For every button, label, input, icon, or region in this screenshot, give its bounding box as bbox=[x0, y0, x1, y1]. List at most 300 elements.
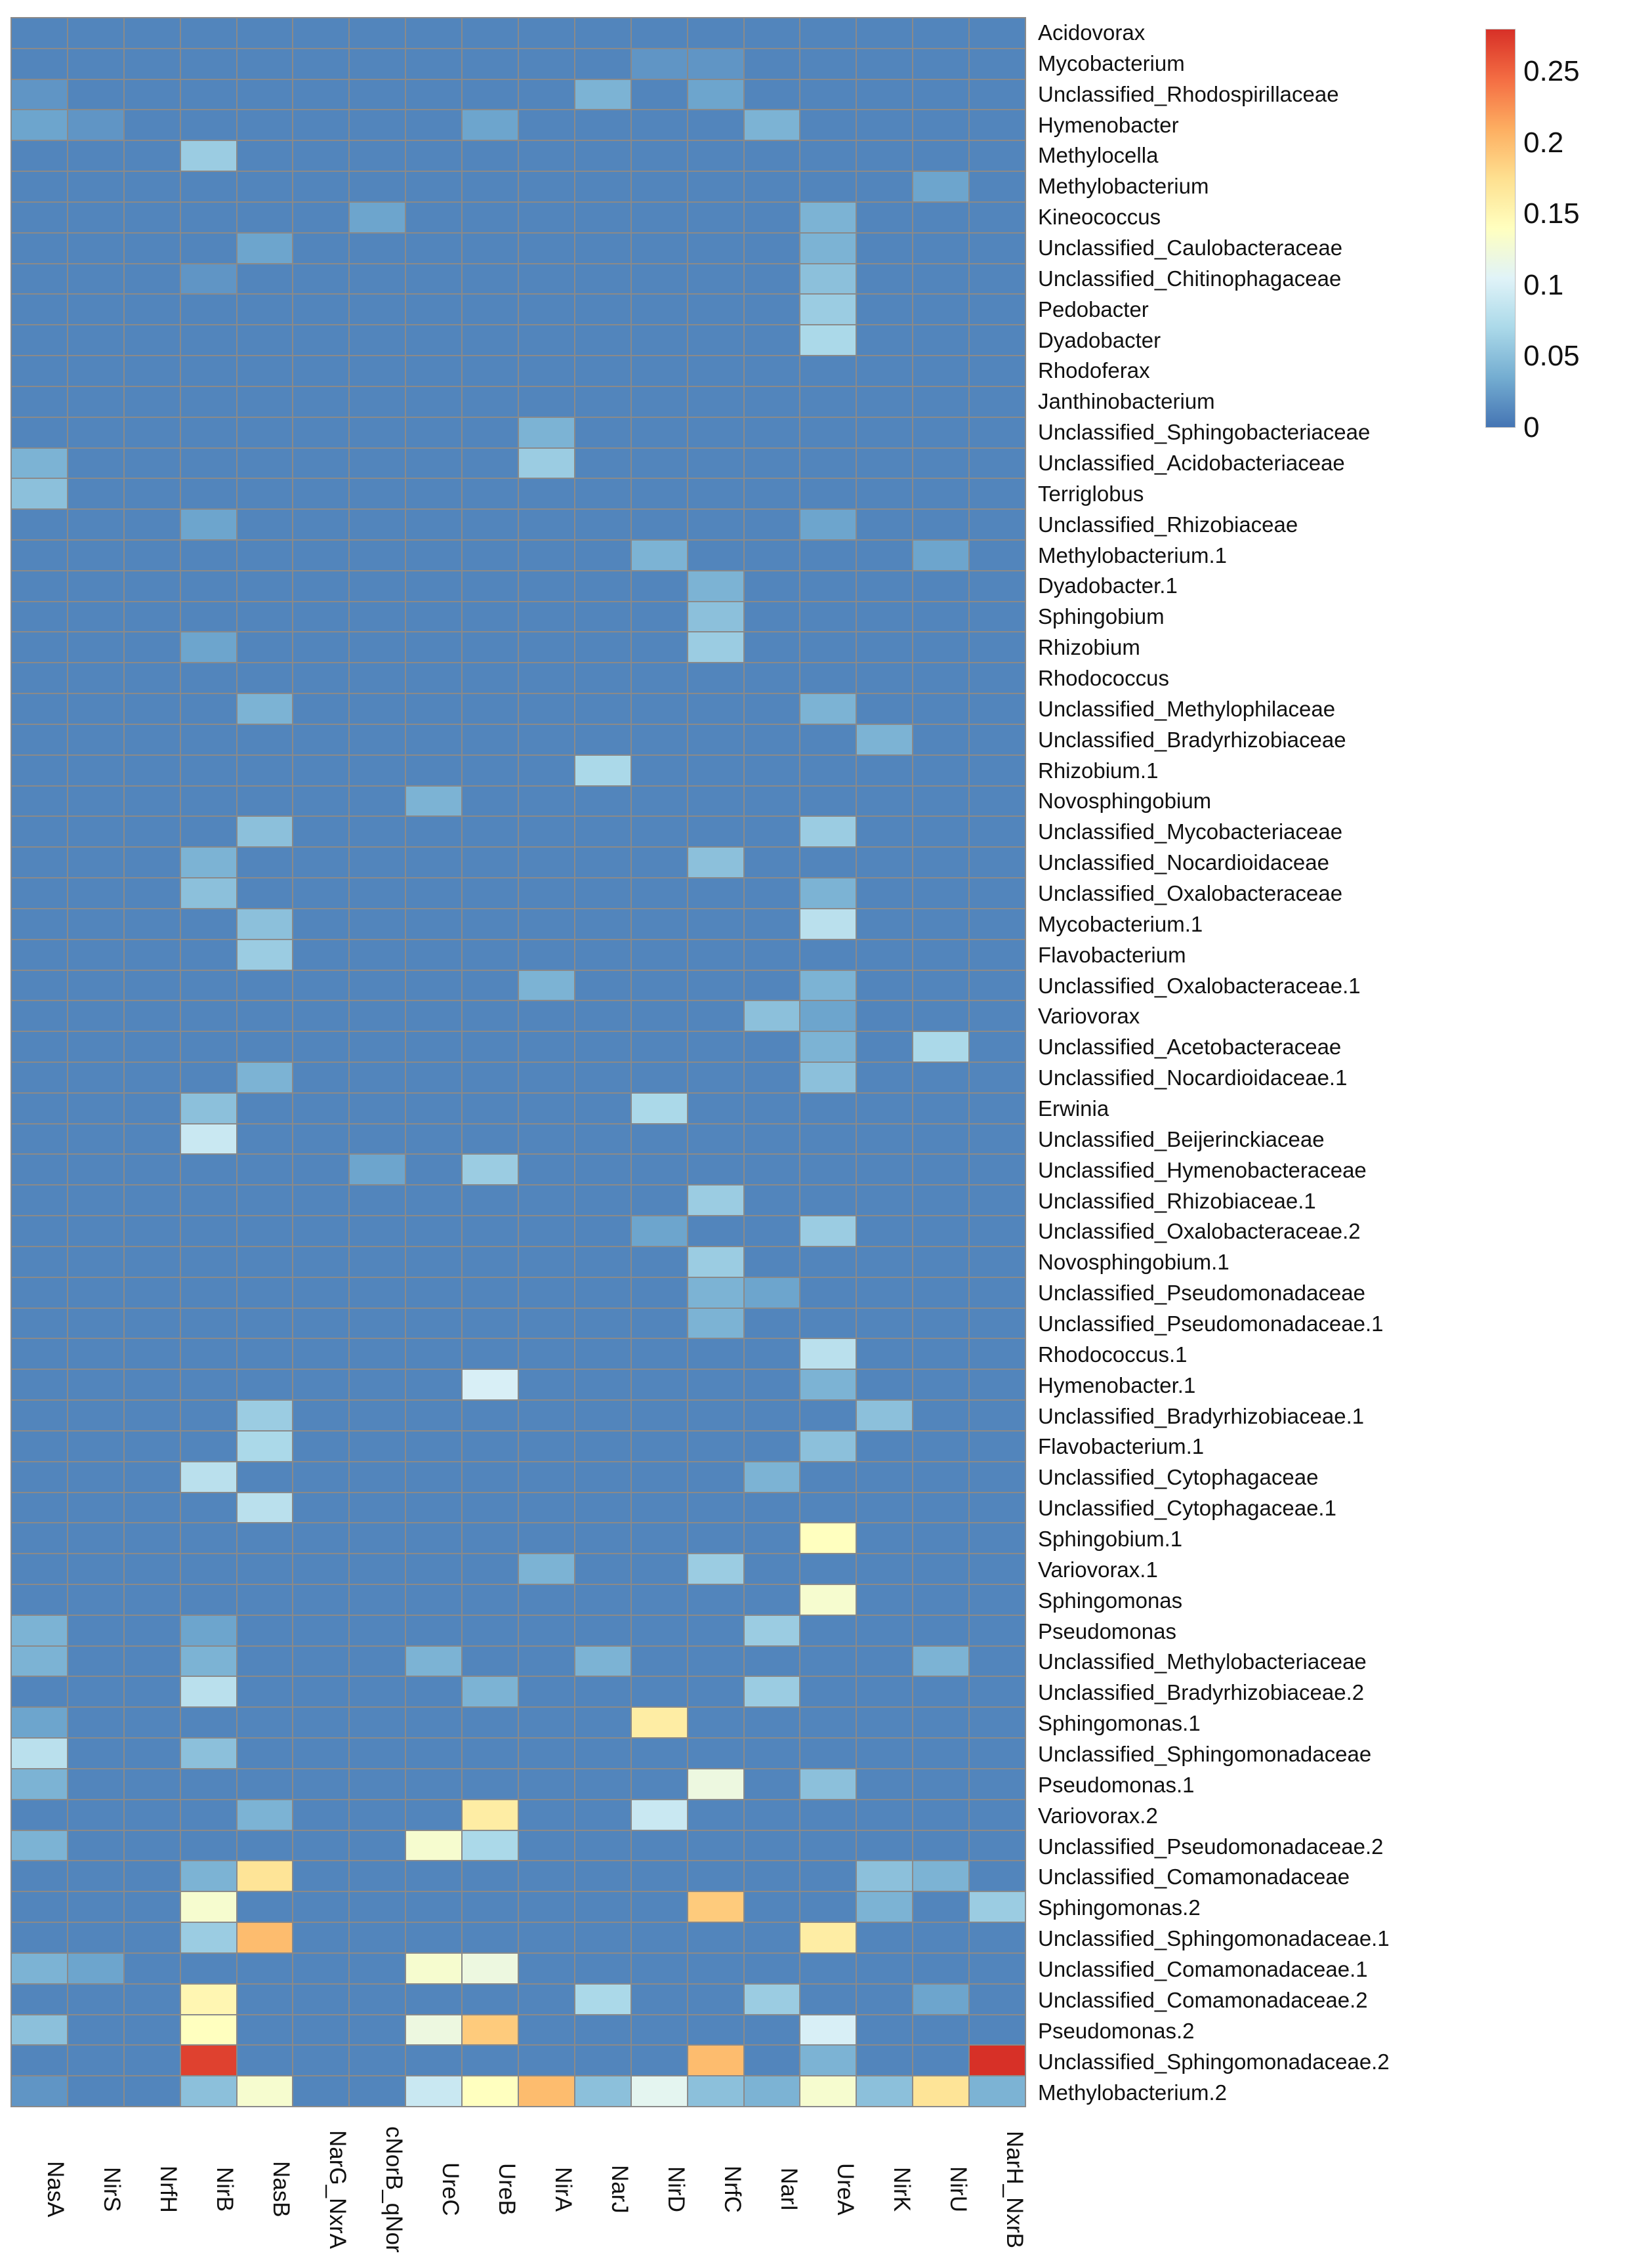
heatmap-cell bbox=[181, 1739, 236, 1768]
heatmap-cell bbox=[800, 1831, 856, 1861]
heatmap-cell bbox=[970, 1278, 1025, 1308]
heatmap-cell bbox=[293, 1401, 348, 1430]
heatmap-cell bbox=[406, 787, 461, 816]
heatmap-cell bbox=[688, 510, 743, 539]
heatmap-cell bbox=[800, 356, 856, 386]
heatmap-cell bbox=[238, 602, 293, 632]
heatmap-cell bbox=[238, 234, 293, 263]
heatmap-cell bbox=[293, 203, 348, 232]
heatmap-cell bbox=[688, 817, 743, 846]
heatmap-cell bbox=[632, 694, 687, 724]
heatmap-cell bbox=[688, 878, 743, 908]
heatmap-cell bbox=[857, 234, 912, 263]
heatmap-cell bbox=[463, 18, 518, 48]
heatmap-cell bbox=[12, 110, 67, 140]
heatmap-cell bbox=[800, 1708, 856, 1737]
heatmap-cell bbox=[406, 1124, 461, 1154]
heatmap-cell bbox=[519, 1432, 574, 1461]
heatmap-cell bbox=[12, 756, 67, 785]
heatmap-cell bbox=[688, 1063, 743, 1092]
heatmap-cell bbox=[688, 1247, 743, 1277]
heatmap-cell bbox=[800, 725, 856, 754]
heatmap-cell bbox=[519, 1247, 574, 1277]
heatmap-cell bbox=[463, 203, 518, 232]
heatmap-cell bbox=[800, 940, 856, 970]
heatmap-cell bbox=[913, 848, 968, 877]
heatmap-cell bbox=[632, 356, 687, 386]
heatmap-cell bbox=[181, 2076, 236, 2106]
heatmap-cell bbox=[970, 663, 1025, 693]
heatmap-cell bbox=[406, 2076, 461, 2106]
heatmap-cell bbox=[800, 172, 856, 201]
heatmap-cell bbox=[350, 1708, 405, 1737]
heatmap-cell bbox=[575, 1493, 630, 1523]
heatmap-cell bbox=[181, 725, 236, 754]
heatmap-cell bbox=[970, 1493, 1025, 1523]
heatmap-cell bbox=[970, 725, 1025, 754]
heatmap-cell bbox=[800, 18, 856, 48]
heatmap-cell bbox=[632, 756, 687, 785]
col-label: NarI bbox=[776, 2167, 802, 2212]
heatmap-cell bbox=[575, 909, 630, 939]
heatmap-cell bbox=[238, 1800, 293, 1830]
heatmap-cell bbox=[12, 203, 67, 232]
heatmap-cell bbox=[745, 1831, 800, 1861]
colorbar-ticks bbox=[1523, 29, 1622, 443]
heatmap-cell bbox=[745, 110, 800, 140]
heatmap-cell bbox=[181, 234, 236, 263]
heatmap-cell bbox=[632, 1032, 687, 1062]
heatmap-cell bbox=[575, 848, 630, 877]
heatmap-cell bbox=[238, 878, 293, 908]
heatmap-cell bbox=[575, 1247, 630, 1277]
heatmap-cell bbox=[913, 1831, 968, 1861]
heatmap-cell bbox=[350, 1954, 405, 1983]
heatmap-cell bbox=[350, 1063, 405, 1092]
heatmap-cell bbox=[350, 1647, 405, 1676]
heatmap-cell bbox=[350, 1769, 405, 1799]
heatmap-cell bbox=[68, 632, 123, 662]
heatmap-cell bbox=[632, 510, 687, 539]
heatmap-cell bbox=[463, 1094, 518, 1123]
heatmap-cell bbox=[800, 848, 856, 877]
heatmap-cell bbox=[125, 1186, 180, 1215]
heatmap-cell bbox=[238, 817, 293, 846]
heatmap-cell bbox=[238, 418, 293, 447]
heatmap-cell bbox=[970, 2046, 1025, 2075]
heatmap-cell bbox=[857, 1923, 912, 1952]
heatmap-cell bbox=[350, 1861, 405, 1891]
heatmap-cell bbox=[181, 817, 236, 846]
heatmap-cell bbox=[125, 1339, 180, 1369]
heatmap-cell bbox=[181, 1892, 236, 1922]
heatmap-cell bbox=[575, 449, 630, 478]
heatmap-cell bbox=[857, 571, 912, 601]
heatmap-cell bbox=[857, 1001, 912, 1031]
heatmap-cell bbox=[68, 295, 123, 324]
col-label: cNorB_qNor bbox=[381, 2126, 407, 2253]
heatmap-cell bbox=[293, 848, 348, 877]
heatmap-cell bbox=[632, 787, 687, 816]
heatmap-cell bbox=[575, 1677, 630, 1706]
heatmap-cell bbox=[293, 1616, 348, 1645]
heatmap-cell bbox=[12, 264, 67, 294]
heatmap-cell bbox=[857, 172, 912, 201]
heatmap-cell bbox=[12, 1247, 67, 1277]
heatmap-cell bbox=[857, 1309, 912, 1338]
heatmap-cell bbox=[181, 1554, 236, 1584]
heatmap-cell bbox=[688, 1370, 743, 1399]
heatmap-cell bbox=[12, 878, 67, 908]
heatmap-cell bbox=[238, 356, 293, 386]
heatmap-cell bbox=[125, 571, 180, 601]
heatmap-cell bbox=[293, 1861, 348, 1891]
heatmap-cell bbox=[688, 325, 743, 355]
heatmap-cell bbox=[350, 694, 405, 724]
heatmap-cell bbox=[800, 1462, 856, 1492]
heatmap-cell bbox=[293, 1585, 348, 1615]
heatmap-cell bbox=[68, 940, 123, 970]
heatmap-cell bbox=[181, 940, 236, 970]
heatmap-cell bbox=[970, 295, 1025, 324]
heatmap-cell bbox=[857, 725, 912, 754]
heatmap-cell bbox=[745, 1401, 800, 1430]
heatmap-cell bbox=[575, 1647, 630, 1676]
heatmap-cell bbox=[745, 387, 800, 417]
heatmap-cell bbox=[519, 940, 574, 970]
heatmap-cell bbox=[575, 1032, 630, 1062]
heatmap-cell bbox=[970, 264, 1025, 294]
heatmap-cell bbox=[68, 571, 123, 601]
heatmap-cell bbox=[913, 1278, 968, 1308]
heatmap-cell bbox=[519, 1739, 574, 1768]
heatmap-cell bbox=[406, 49, 461, 79]
heatmap-cell bbox=[575, 1954, 630, 1983]
heatmap-cell bbox=[12, 1831, 67, 1861]
heatmap-cell bbox=[406, 909, 461, 939]
heatmap-cell bbox=[688, 449, 743, 478]
heatmap-cell bbox=[519, 909, 574, 939]
heatmap-cell bbox=[350, 1432, 405, 1461]
heatmap-cell bbox=[68, 602, 123, 632]
heatmap-cell bbox=[350, 172, 405, 201]
heatmap-cell bbox=[463, 1554, 518, 1584]
heatmap-cell bbox=[519, 295, 574, 324]
heatmap-cell bbox=[293, 940, 348, 970]
heatmap-cell bbox=[970, 756, 1025, 785]
heatmap-cell bbox=[632, 1708, 687, 1737]
heatmap-cell bbox=[125, 387, 180, 417]
heatmap-cell bbox=[857, 1708, 912, 1737]
heatmap-cell bbox=[970, 694, 1025, 724]
heatmap-cell bbox=[406, 1954, 461, 1983]
heatmap-cell bbox=[857, 1032, 912, 1062]
heatmap-cell bbox=[293, 1523, 348, 1553]
heatmap-cell bbox=[688, 1554, 743, 1584]
heatmap-cell bbox=[12, 1309, 67, 1338]
heatmap-cell bbox=[125, 449, 180, 478]
heatmap-cell bbox=[181, 449, 236, 478]
heatmap-cell bbox=[463, 479, 518, 508]
heatmap-cell bbox=[238, 1309, 293, 1338]
heatmap-cell bbox=[800, 1523, 856, 1553]
heatmap-cell bbox=[350, 2015, 405, 2045]
heatmap-cell bbox=[519, 110, 574, 140]
heatmap-cell bbox=[406, 571, 461, 601]
heatmap-cell bbox=[125, 1094, 180, 1123]
heatmap-cell bbox=[970, 1677, 1025, 1706]
heatmap-cell bbox=[745, 940, 800, 970]
heatmap-cell bbox=[913, 1954, 968, 1983]
heatmap-cell bbox=[575, 2015, 630, 2045]
heatmap-cell bbox=[293, 602, 348, 632]
heatmap-cell bbox=[913, 1462, 968, 1492]
heatmap-cell bbox=[238, 80, 293, 110]
heatmap-cell bbox=[632, 848, 687, 877]
heatmap-cell bbox=[913, 1216, 968, 1246]
heatmap-cell bbox=[913, 1861, 968, 1891]
heatmap-cell bbox=[463, 1647, 518, 1676]
heatmap-cell bbox=[463, 387, 518, 417]
heatmap-cell bbox=[125, 1616, 180, 1645]
heatmap-cell bbox=[800, 602, 856, 632]
heatmap-cell bbox=[745, 1247, 800, 1277]
heatmap-cell bbox=[463, 1523, 518, 1553]
heatmap-cell bbox=[181, 1032, 236, 1062]
heatmap-cell bbox=[125, 971, 180, 1000]
heatmap-cell bbox=[406, 172, 461, 201]
heatmap-cell bbox=[857, 878, 912, 908]
heatmap-cell bbox=[745, 663, 800, 693]
heatmap-cell bbox=[857, 1063, 912, 1092]
heatmap-cell bbox=[970, 1001, 1025, 1031]
heatmap-cell bbox=[350, 49, 405, 79]
heatmap-cell bbox=[913, 1401, 968, 1430]
row-label: Unclassified_Sphingobacteriaceae bbox=[1038, 420, 1371, 445]
heatmap-cell bbox=[519, 787, 574, 816]
heatmap-cell bbox=[857, 1124, 912, 1154]
heatmap-cell bbox=[745, 2015, 800, 2045]
heatmap-cell bbox=[293, 1554, 348, 1584]
heatmap-cell bbox=[181, 264, 236, 294]
heatmap-cell bbox=[970, 141, 1025, 171]
heatmap-cell bbox=[293, 18, 348, 48]
heatmap-cell bbox=[238, 909, 293, 939]
heatmap-cell bbox=[800, 2046, 856, 2075]
heatmap-cell bbox=[632, 1063, 687, 1092]
heatmap-cell bbox=[745, 234, 800, 263]
heatmap-cell bbox=[575, 725, 630, 754]
heatmap-cell bbox=[12, 1923, 67, 1952]
heatmap-cell bbox=[463, 510, 518, 539]
heatmap-cell bbox=[913, 1124, 968, 1154]
heatmap-cell bbox=[463, 1861, 518, 1891]
heatmap-cell bbox=[406, 878, 461, 908]
heatmap-cell bbox=[181, 1585, 236, 1615]
heatmap-cell bbox=[970, 632, 1025, 662]
heatmap-cell bbox=[463, 663, 518, 693]
row-label: Methylobacterium.1 bbox=[1038, 543, 1227, 567]
heatmap-cell bbox=[632, 387, 687, 417]
heatmap-cell bbox=[632, 1124, 687, 1154]
heatmap-cell bbox=[913, 172, 968, 201]
heatmap-cell bbox=[800, 110, 856, 140]
heatmap-cell bbox=[857, 18, 912, 48]
heatmap-cell bbox=[181, 1216, 236, 1246]
heatmap-cell bbox=[463, 418, 518, 447]
heatmap-cell bbox=[632, 1985, 687, 2014]
heatmap-cell bbox=[350, 1554, 405, 1584]
heatmap-cell bbox=[181, 1001, 236, 1031]
heatmap-cell bbox=[350, 1032, 405, 1062]
heatmap-cell bbox=[688, 1401, 743, 1430]
heatmap-cell bbox=[125, 1278, 180, 1308]
heatmap-cell bbox=[181, 1954, 236, 1983]
heatmap-cell bbox=[350, 1493, 405, 1523]
heatmap-cell bbox=[519, 541, 574, 570]
heatmap-cell bbox=[857, 940, 912, 970]
heatmap-cell bbox=[293, 1800, 348, 1830]
heatmap-cell bbox=[463, 1339, 518, 1369]
heatmap-cell bbox=[125, 848, 180, 877]
heatmap-cell bbox=[913, 878, 968, 908]
heatmap-cell bbox=[800, 663, 856, 693]
heatmap-cell bbox=[406, 1739, 461, 1768]
heatmap-cell bbox=[350, 571, 405, 601]
heatmap-cell bbox=[238, 541, 293, 570]
heatmap-cell bbox=[68, 1063, 123, 1092]
heatmap-cell bbox=[12, 1186, 67, 1215]
heatmap-cell bbox=[913, 1985, 968, 2014]
heatmap-cell bbox=[519, 848, 574, 877]
heatmap-cell bbox=[857, 1094, 912, 1123]
heatmap-cell bbox=[800, 141, 856, 171]
heatmap-cell bbox=[575, 541, 630, 570]
heatmap-cell bbox=[913, 449, 968, 478]
heatmap-cell bbox=[68, 1370, 123, 1399]
heatmap-cell bbox=[913, 510, 968, 539]
heatmap-cell bbox=[800, 325, 856, 355]
heatmap-cell bbox=[913, 1155, 968, 1184]
heatmap-cell bbox=[125, 1247, 180, 1277]
heatmap-cell bbox=[293, 141, 348, 171]
heatmap-cell bbox=[913, 1677, 968, 1706]
heatmap-cell bbox=[632, 203, 687, 232]
heatmap-cell bbox=[406, 1155, 461, 1184]
heatmap-cell bbox=[688, 632, 743, 662]
row-label: Dyadobacter.1 bbox=[1038, 573, 1178, 598]
heatmap-cell bbox=[800, 1432, 856, 1461]
heatmap-cell bbox=[68, 325, 123, 355]
heatmap-cell bbox=[406, 1462, 461, 1492]
heatmap-cell bbox=[350, 817, 405, 846]
heatmap-cell bbox=[238, 1708, 293, 1737]
heatmap-cell bbox=[125, 1523, 180, 1553]
heatmap-cell bbox=[857, 1186, 912, 1215]
row-label: Pseudomonas bbox=[1038, 1619, 1176, 1643]
heatmap-cell bbox=[406, 1616, 461, 1645]
heatmap-cell bbox=[800, 878, 856, 908]
heatmap-cell bbox=[688, 1985, 743, 2014]
heatmap-cell bbox=[800, 694, 856, 724]
heatmap-cell bbox=[463, 1892, 518, 1922]
heatmap-cell bbox=[632, 1339, 687, 1369]
heatmap-cell bbox=[745, 1739, 800, 1768]
heatmap-cell bbox=[970, 80, 1025, 110]
heatmap-cell bbox=[688, 234, 743, 263]
row-label: Unclassified_Pseudomonadaceae.1 bbox=[1038, 1311, 1384, 1336]
heatmap-cell bbox=[575, 356, 630, 386]
heatmap-cell bbox=[913, 203, 968, 232]
heatmap-cell bbox=[406, 18, 461, 48]
heatmap-cell bbox=[125, 725, 180, 754]
row-label: Unclassified_Bradyrhizobiaceae.1 bbox=[1038, 1403, 1365, 1428]
heatmap-cell bbox=[125, 1309, 180, 1338]
heatmap-cell bbox=[857, 2015, 912, 2045]
heatmap-cell bbox=[745, 49, 800, 79]
heatmap-cell bbox=[745, 1861, 800, 1891]
heatmap-cell bbox=[688, 1432, 743, 1461]
heatmap-cell bbox=[913, 1186, 968, 1215]
heatmap-cell bbox=[68, 172, 123, 201]
heatmap-cell bbox=[745, 1278, 800, 1308]
heatmap-cell bbox=[857, 1523, 912, 1553]
heatmap-cell bbox=[857, 141, 912, 171]
heatmap-cell bbox=[463, 571, 518, 601]
heatmap-cell bbox=[688, 2046, 743, 2075]
heatmap-cell bbox=[913, 541, 968, 570]
heatmap-cell bbox=[125, 1739, 180, 1768]
heatmap-cell bbox=[125, 756, 180, 785]
heatmap-cell bbox=[970, 325, 1025, 355]
heatmap-cell bbox=[632, 1554, 687, 1584]
heatmap-cell bbox=[745, 909, 800, 939]
heatmap-cell bbox=[68, 1247, 123, 1277]
heatmap-cell bbox=[913, 1493, 968, 1523]
heatmap-cell bbox=[68, 110, 123, 140]
heatmap-cell bbox=[463, 1001, 518, 1031]
heatmap-cell bbox=[12, 1554, 67, 1584]
heatmap-cell bbox=[293, 418, 348, 447]
heatmap-cell bbox=[800, 1001, 856, 1031]
heatmap-cell bbox=[406, 848, 461, 877]
heatmap-cell bbox=[800, 449, 856, 478]
heatmap-cell bbox=[293, 1094, 348, 1123]
heatmap-cell bbox=[238, 479, 293, 508]
heatmap-cell bbox=[238, 940, 293, 970]
heatmap-cell bbox=[632, 49, 687, 79]
heatmap-cell bbox=[12, 1370, 67, 1399]
heatmap-cell bbox=[68, 18, 123, 48]
heatmap-cell bbox=[519, 2046, 574, 2075]
heatmap-cell bbox=[745, 510, 800, 539]
heatmap-cell bbox=[913, 1001, 968, 1031]
heatmap-cell bbox=[350, 1216, 405, 1246]
heatmap-cell bbox=[406, 356, 461, 386]
row-label: Rhodoferax bbox=[1038, 358, 1150, 383]
heatmap-cell bbox=[463, 1739, 518, 1768]
heatmap-cell bbox=[857, 602, 912, 632]
heatmap-cell bbox=[463, 1247, 518, 1277]
heatmap-cell bbox=[406, 1892, 461, 1922]
heatmap-cell bbox=[632, 479, 687, 508]
row-label: Unclassified_Rhizobiaceae.1 bbox=[1038, 1188, 1316, 1213]
row-label: Rhodococcus bbox=[1038, 665, 1169, 690]
heatmap-cell bbox=[12, 571, 67, 601]
heatmap-cell bbox=[913, 264, 968, 294]
heatmap-cell bbox=[406, 602, 461, 632]
heatmap-cell bbox=[350, 479, 405, 508]
